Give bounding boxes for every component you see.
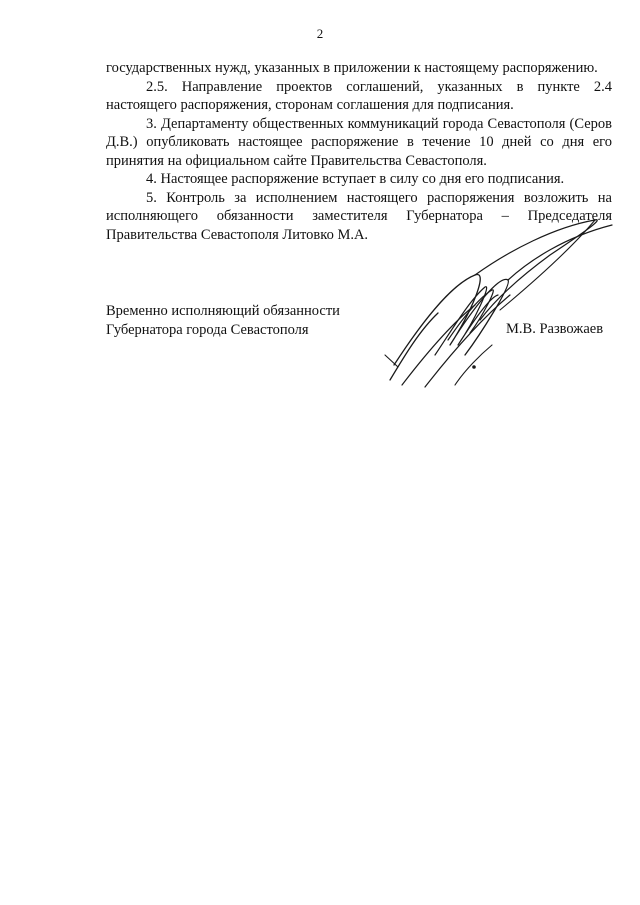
paragraph-3: 3. Департаменту общественных коммуникаций города Севастополя (Серов Д.В.) опубликовать настоящее распоряжение в течение 10 дней со дня его принятия на официальном сайте Правительства Севастополя. — [106, 115, 612, 169]
signature-block — [106, 302, 340, 339]
signer-position-line-1: Временно исполняющий обязанности — [106, 303, 340, 319]
signer-position-line-2: Губернатора города Севастополя — [106, 321, 309, 338]
paragraph-4: 4. Настоящее распоряжение вступает в силу со дня его подписания. — [146, 171, 565, 187]
signer-name: М.В. Развожаев — [506, 321, 604, 337]
paragraph-5: 5. Контроль за исполнением настоящего распоряжения возложить на исполняющего обязанности заместителя Губернатора – Председателя Правительства Севастополя Литовко М.А. — [106, 189, 612, 243]
paragraph-continuation: государственных нужд, указанных в приложении к настоящему распоряжению. — [106, 60, 598, 76]
paragraph-2-5: 2.5. Направление проектов соглашений, указанных в пункте 2.4 настоящего распоряжения, сторонам соглашения для подписания. — [106, 78, 612, 113]
page-number: 2 — [316, 26, 324, 41]
signature-icon — [380, 205, 620, 390]
